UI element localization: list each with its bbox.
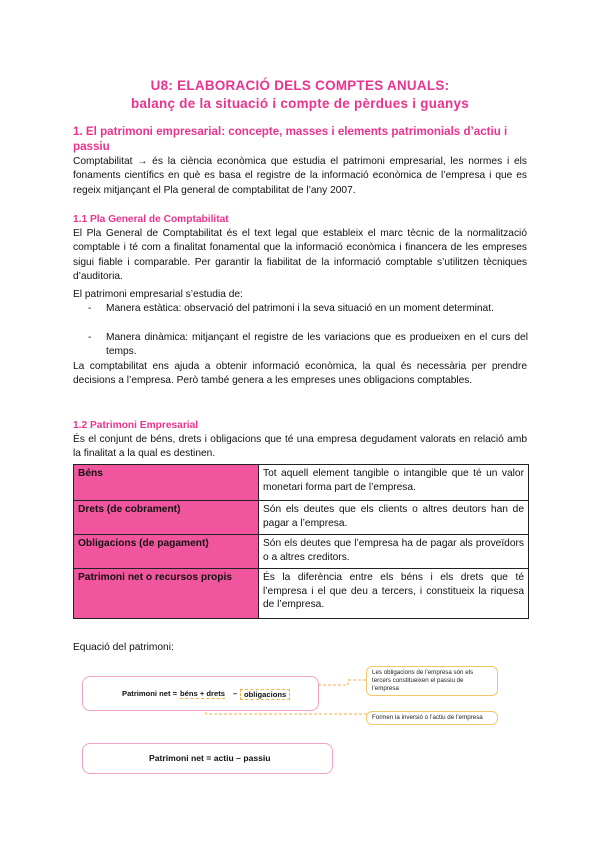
table-row bbox=[74, 569, 529, 619]
section11-para1: El Pla General de Comptabilitat és el text legal que estableix el marc tècnic de la normalització comptable i té com a finalitat fonamental que la informació econòmica i financera de les empreses sigui fiable i comparable. Per garantir la fiabilitat de la informació comptable s’utilitzen tècniques d’auditoria. bbox=[73, 228, 527, 283]
list-item-text: Manera estàtica: observació del patrimoni i la seva situació en un moment determinat. bbox=[106, 303, 494, 314]
section11-heading: 1.1 Pla General de Comptabilitat bbox=[73, 214, 229, 225]
section1-heading: 1. El patrimoni empresarial: concepte, masses i elements patrimonials d’actiu i passiu bbox=[73, 125, 508, 153]
document-title-line2: balanç de la situació i compte de pèrdues i guanys bbox=[131, 96, 469, 111]
table-row bbox=[74, 465, 529, 501]
table-row bbox=[74, 501, 529, 535]
equation1-left: Patrimoni net = bbox=[122, 689, 178, 698]
document-title-line1: U8: ELABORACIÓ DELS COMPTES ANUALS: bbox=[150, 78, 450, 93]
equation1-term-bens-drets: béns + drets bbox=[180, 689, 225, 698]
bullet-dash: - bbox=[88, 332, 92, 343]
table-desc: És la diferència entre els béns i els drets que té l’empresa i el que deu a tercers, i constitueix la riquesa de l’empresa. bbox=[259, 569, 529, 619]
note-obligacions: Les obligacions de l’empresa són els tercers constitueixen el passiu de l’empresa bbox=[366, 666, 498, 696]
table-term: Drets (de cobrament) bbox=[74, 501, 259, 535]
section11-para2: El patrimoni empresarial s’estudia de: bbox=[73, 289, 243, 300]
equation1-term-obligacions: obligacions bbox=[240, 689, 290, 700]
table-term: Béns bbox=[74, 465, 259, 501]
table-desc: Tot aquell element tangible o intangible que té un valor monetari forma part de l’empresa. bbox=[259, 465, 529, 501]
section12-para1: És el conjunt de béns, drets i obligacions que té una empresa degudament valorats en relació amb la finalitat a la qual es destinen. bbox=[73, 434, 527, 460]
note-actiu: Formen la inversió o l’actiu de l’empresa bbox=[366, 711, 498, 725]
table-term: Obligacions (de pagament) bbox=[74, 535, 259, 569]
equation1-minus: – bbox=[233, 689, 238, 698]
equation-label: Equació del patrimoni: bbox=[73, 642, 174, 653]
section11-para3: La comptabilitat ens ajuda a obtenir informació econòmica, la qual és necessària per prendre decisions a l’empresa. Però també genera a les empreses unes obligacions comptables. bbox=[73, 361, 527, 387]
list-item bbox=[88, 302, 528, 316]
table-desc: Són els deutes que l’empresa ha de pagar als proveïdors o a altres creditors. bbox=[259, 535, 529, 569]
equation2-text: Patrimoni net = actiu – passiu bbox=[149, 753, 271, 763]
table-row bbox=[74, 535, 529, 569]
section12-heading: 1.2 Patrimoni Empresarial bbox=[73, 420, 199, 431]
patrimoni-definitions-table bbox=[73, 464, 529, 619]
table-desc: Són els deutes que els clients o altres deutors han de pagar a l’empresa. bbox=[259, 501, 529, 535]
table-term: Patrimoni net o recursos propis bbox=[74, 569, 259, 619]
bullet-dash: - bbox=[88, 303, 92, 314]
list-item bbox=[88, 331, 528, 360]
section1-intro: Comptabilitat → és la ciència econòmica que estudia el patrimoni empresarial, les normes i els fonaments científics en què es basa el registre de la informació econòmica de l’empresa i que es regeix mitjançant el Pla general de comptabilitat de l’any 2007. bbox=[73, 156, 527, 196]
list-item-text: Manera dinàmica: mitjançant el registre de les variacions que es produeixen en el curs del temps. bbox=[106, 332, 528, 358]
